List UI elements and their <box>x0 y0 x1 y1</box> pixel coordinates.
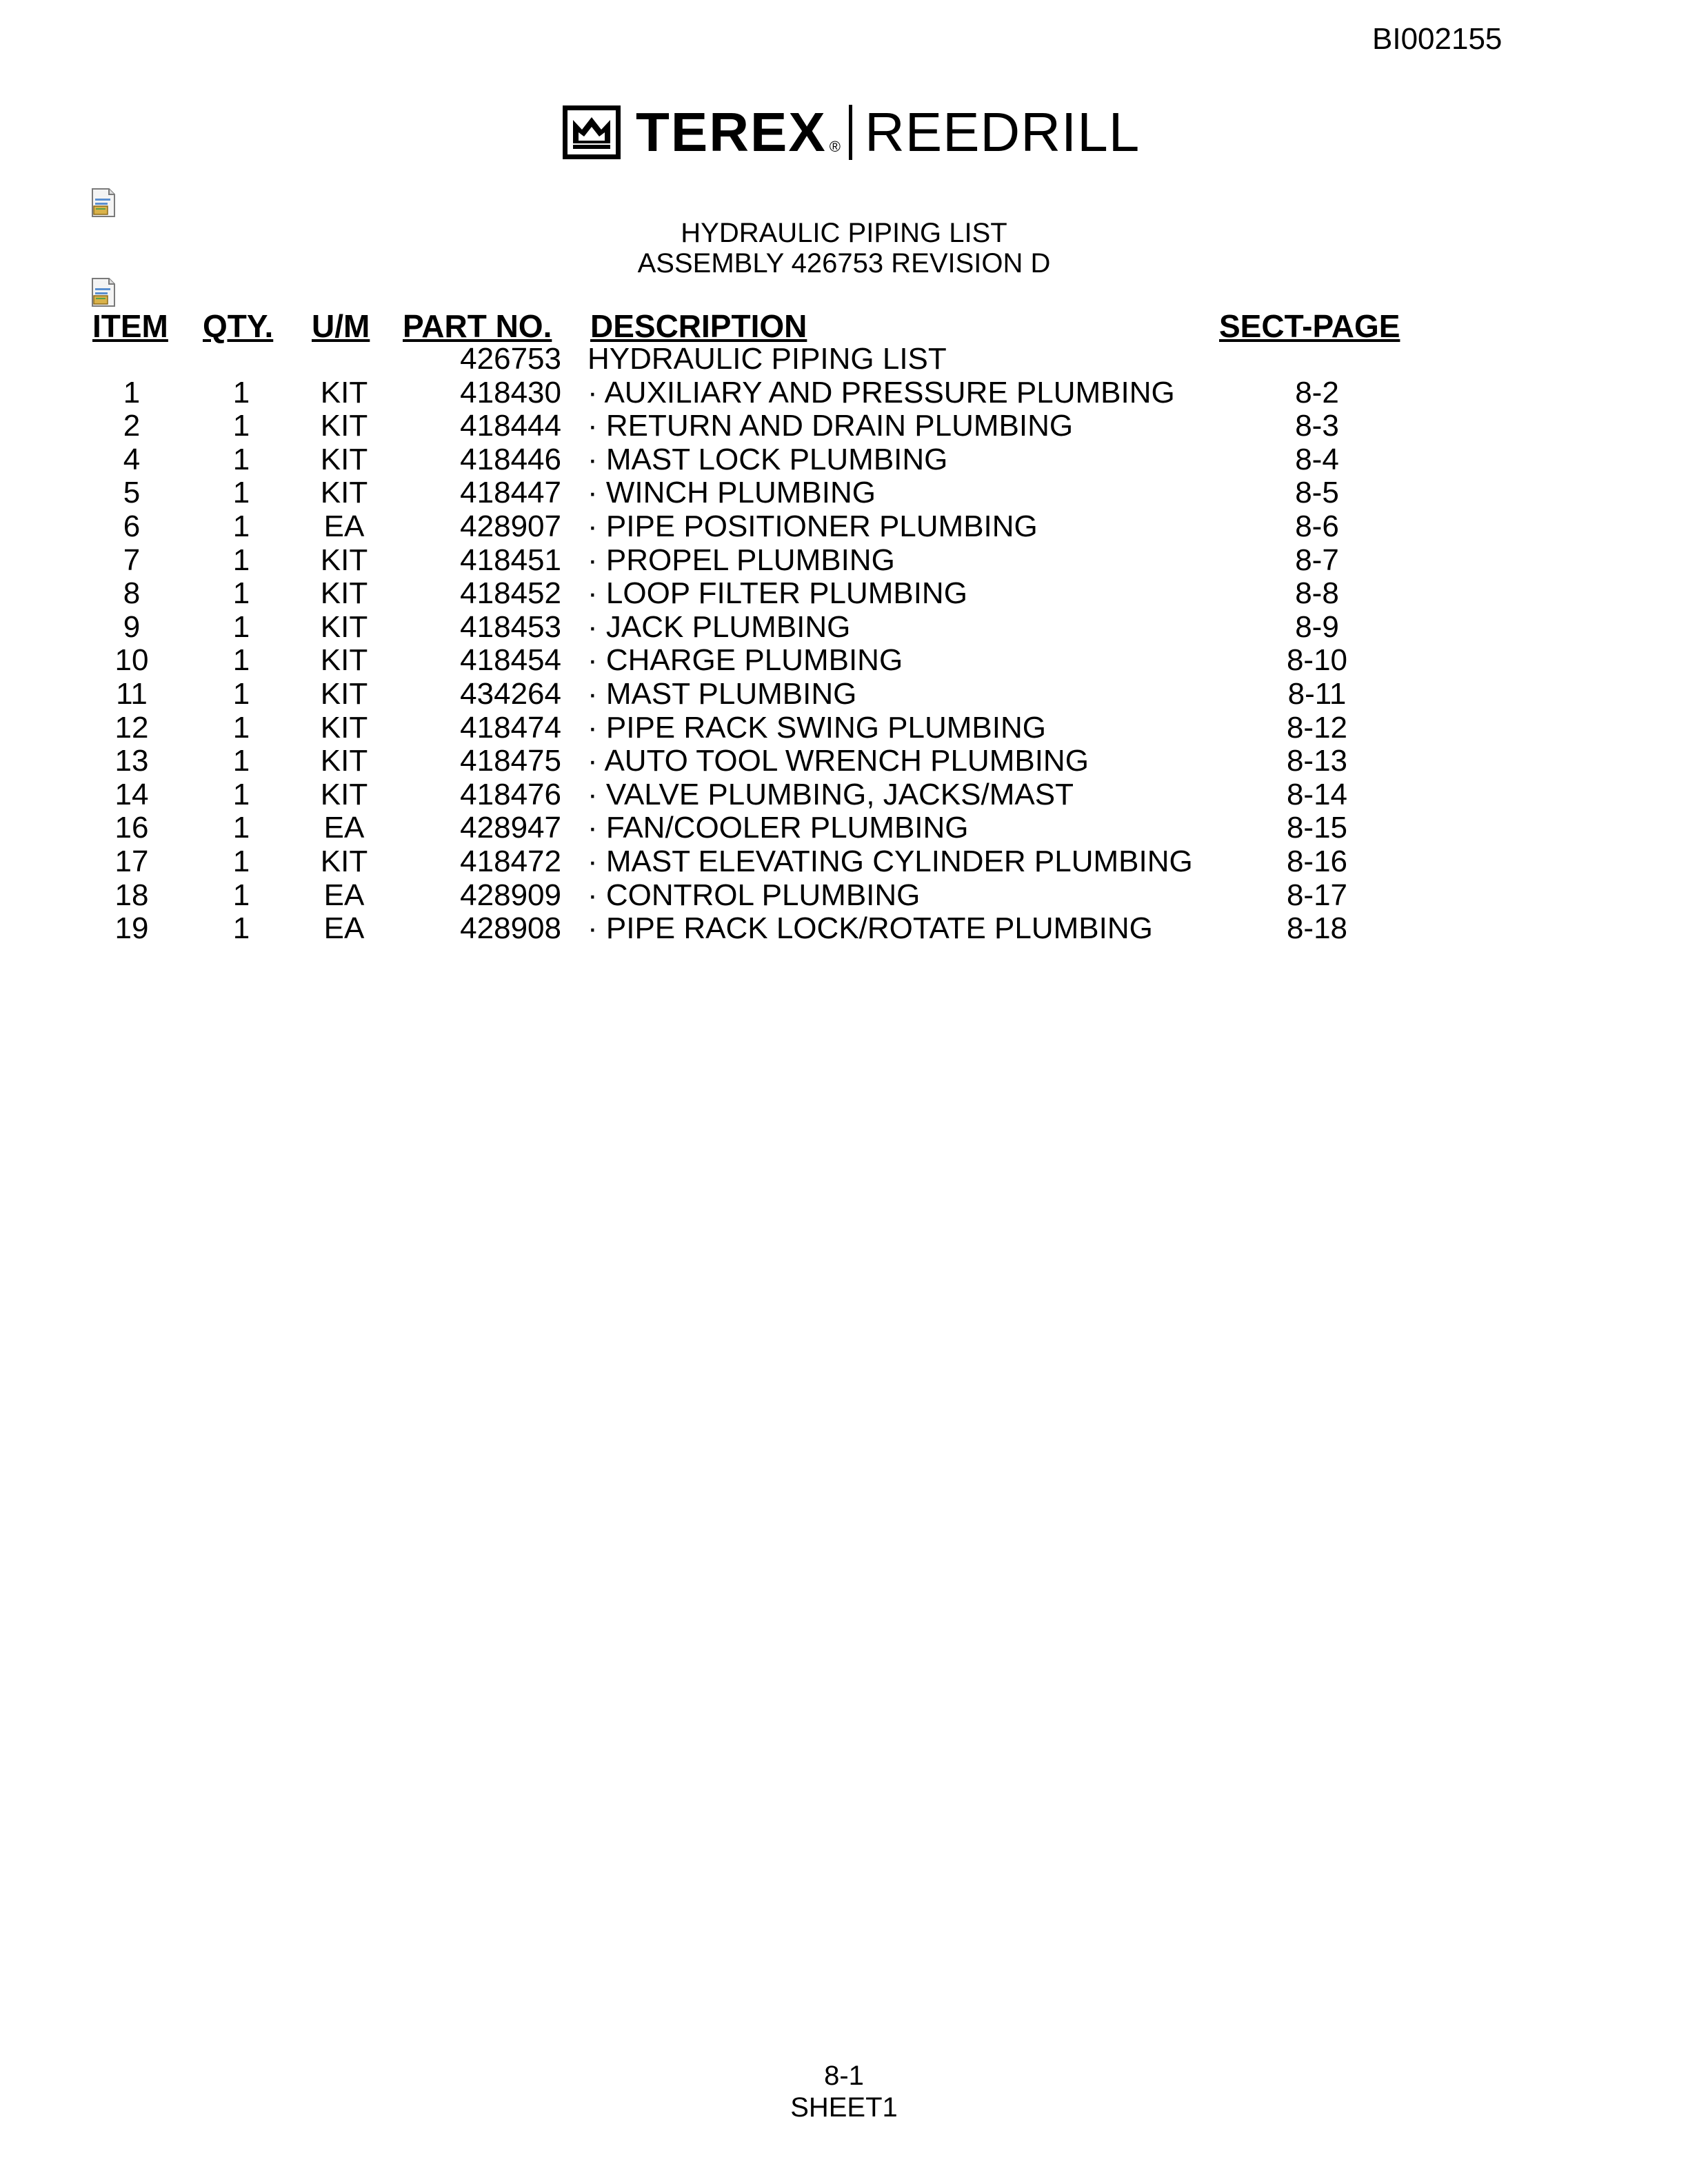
item-number: 4 <box>123 443 141 476</box>
item-number: 5 <box>123 476 141 509</box>
part-number: 418447 <box>460 476 561 509</box>
unit-of-measure: KIT <box>320 576 368 610</box>
quantity: 1 <box>232 878 250 912</box>
item-number: 12 <box>114 711 149 745</box>
description: · RETURN AND DRAIN PLUMBING <box>587 409 1074 443</box>
description: · MAST ELEVATING CYLINDER PLUMBING <box>587 845 1193 878</box>
sheet-label: SHEET1 <box>790 2092 898 2123</box>
quantity: 1 <box>232 509 250 543</box>
quantity: 1 <box>232 811 250 845</box>
unit-of-measure: EA <box>323 878 365 912</box>
part-number: 418446 <box>460 443 561 476</box>
unit-of-measure: KIT <box>320 610 368 644</box>
header-part-no: PART NO. <box>403 308 552 344</box>
table-row <box>0 711 1688 745</box>
header-sect-page: SECT-PAGE <box>1219 308 1400 344</box>
sect-page: 8-17 <box>1286 878 1348 912</box>
table-row <box>0 778 1688 811</box>
unit-of-measure: EA <box>323 911 365 945</box>
quantity: 1 <box>232 778 250 811</box>
table-row <box>0 509 1688 543</box>
item-number: 17 <box>114 845 149 878</box>
table-row <box>0 409 1688 443</box>
unit-of-measure: KIT <box>320 376 368 410</box>
sect-page: 8-14 <box>1286 778 1348 811</box>
quantity: 1 <box>232 476 250 509</box>
document-icon[interactable] <box>90 277 117 307</box>
sect-page: 8-2 <box>1295 376 1339 410</box>
document-subtitle: ASSEMBLY 426753 REVISION D <box>637 248 1051 279</box>
unit-of-measure: KIT <box>320 409 368 443</box>
document-id: BI002155 <box>1372 22 1503 56</box>
table-row <box>0 476 1688 509</box>
description: · PIPE RACK SWING PLUMBING <box>587 711 1046 745</box>
sect-page: 8-10 <box>1286 643 1348 677</box>
header-description: DESCRIPTION <box>590 308 807 344</box>
quantity: 1 <box>232 845 250 878</box>
description: · WINCH PLUMBING <box>587 476 876 509</box>
item-number: 11 <box>116 677 148 711</box>
document-icon[interactable] <box>90 188 117 218</box>
item-number: 9 <box>123 610 141 644</box>
description: · PIPE POSITIONER PLUMBING <box>587 509 1038 543</box>
table-row <box>0 911 1688 945</box>
part-number: 418454 <box>460 643 561 677</box>
part-number: 418451 <box>460 543 561 577</box>
table-row <box>0 610 1688 644</box>
sect-page: 8-4 <box>1295 443 1339 476</box>
item-number: 10 <box>114 643 149 677</box>
sect-page: 8-7 <box>1295 543 1339 577</box>
unit-of-measure: KIT <box>320 643 368 677</box>
table-row <box>0 576 1688 610</box>
table-row <box>0 744 1688 778</box>
terex-reedrill-logo <box>563 103 1140 161</box>
document-title: HYDRAULIC PIPING LIST <box>681 218 1007 248</box>
table-row <box>0 811 1688 845</box>
quantity: 1 <box>232 443 250 476</box>
part-number: 428947 <box>460 811 561 845</box>
part-number: 418453 <box>460 610 561 644</box>
item-number: 2 <box>123 409 141 443</box>
quantity: 1 <box>232 677 250 711</box>
part-number: 418430 <box>460 376 561 410</box>
quantity: 1 <box>232 409 250 443</box>
sect-page: 8-16 <box>1286 845 1348 878</box>
description: · LOOP FILTER PLUMBING <box>587 576 967 610</box>
part-number: 418472 <box>460 845 561 878</box>
sect-page: 8-9 <box>1295 610 1339 644</box>
description: · CHARGE PLUMBING <box>587 643 903 677</box>
part-number: 426753 <box>460 342 561 376</box>
description: · FAN/COOLER PLUMBING <box>587 811 969 845</box>
part-number: 418476 <box>460 778 561 811</box>
sect-page: 8-3 <box>1295 409 1339 443</box>
logo-brand: TEREX <box>636 101 827 163</box>
description: · AUXILIARY AND PRESSURE PLUMBING <box>587 376 1175 410</box>
sect-page: 8-6 <box>1295 509 1339 543</box>
header-item: ITEM <box>92 308 168 344</box>
sect-page: 8-11 <box>1287 677 1347 711</box>
description: · AUTO TOOL WRENCH PLUMBING <box>587 744 1089 778</box>
part-number: 428909 <box>460 878 561 912</box>
item-number: 1 <box>123 376 141 410</box>
description: HYDRAULIC PIPING LIST <box>587 342 947 376</box>
quantity: 1 <box>232 643 250 677</box>
quantity: 1 <box>232 744 250 778</box>
sect-page: 8-18 <box>1286 911 1348 945</box>
table-row <box>0 543 1688 577</box>
description: · PROPEL PLUMBING <box>587 543 895 577</box>
item-number: 8 <box>123 576 141 610</box>
quantity: 1 <box>232 543 250 577</box>
quantity: 1 <box>232 610 250 644</box>
terex-crown-logo-icon <box>563 105 621 159</box>
sect-page: 8-15 <box>1286 811 1348 845</box>
description: · JACK PLUMBING <box>587 610 851 644</box>
quantity: 1 <box>232 576 250 610</box>
logo-separator <box>849 105 852 160</box>
description: · PIPE RACK LOCK/ROTATE PLUMBING <box>587 911 1153 945</box>
unit-of-measure: KIT <box>320 778 368 811</box>
item-number: 13 <box>114 744 149 778</box>
part-number: 418474 <box>460 711 561 745</box>
description: · MAST LOCK PLUMBING <box>587 443 948 476</box>
description: · MAST PLUMBING <box>587 677 857 711</box>
part-number: 418475 <box>460 744 561 778</box>
quantity: 1 <box>232 376 250 410</box>
logo-registered-mark: ® <box>829 138 841 155</box>
table-row <box>0 878 1688 912</box>
unit-of-measure: EA <box>323 811 365 845</box>
part-number: 418452 <box>460 576 561 610</box>
unit-of-measure: KIT <box>320 476 368 509</box>
table-row <box>0 376 1688 410</box>
sect-page: 8-12 <box>1286 711 1348 745</box>
part-number: 418444 <box>460 409 561 443</box>
sect-page: 8-13 <box>1286 744 1348 778</box>
table-row <box>0 643 1688 677</box>
part-number: 434264 <box>460 677 561 711</box>
item-number: 6 <box>123 509 141 543</box>
description: · CONTROL PLUMBING <box>587 878 921 912</box>
item-number: 18 <box>114 878 149 912</box>
logo-sub-brand: REEDRILL <box>864 101 1141 163</box>
unit-of-measure: KIT <box>320 845 368 878</box>
item-number: 14 <box>114 778 149 811</box>
unit-of-measure: KIT <box>320 443 368 476</box>
unit-of-measure: KIT <box>320 677 368 711</box>
unit-of-measure: KIT <box>320 711 368 745</box>
header-um: U/M <box>312 308 370 344</box>
part-number: 428907 <box>460 509 561 543</box>
unit-of-measure: KIT <box>320 543 368 577</box>
item-number: 7 <box>123 543 141 577</box>
item-number: 16 <box>114 811 149 845</box>
part-number: 428908 <box>460 911 561 945</box>
sect-page: 8-8 <box>1295 576 1339 610</box>
table-row <box>0 342 1688 376</box>
unit-of-measure: EA <box>323 509 365 543</box>
sect-page: 8-5 <box>1295 476 1339 509</box>
page-number: 8-1 <box>824 2061 864 2091</box>
table-row <box>0 845 1688 878</box>
unit-of-measure: KIT <box>320 744 368 778</box>
table-row <box>0 677 1688 711</box>
description: · VALVE PLUMBING, JACKS/MAST <box>587 778 1074 811</box>
item-number: 19 <box>114 911 149 945</box>
quantity: 1 <box>232 711 250 745</box>
header-qty: QTY. <box>203 308 274 344</box>
quantity: 1 <box>232 911 250 945</box>
table-row <box>0 443 1688 476</box>
